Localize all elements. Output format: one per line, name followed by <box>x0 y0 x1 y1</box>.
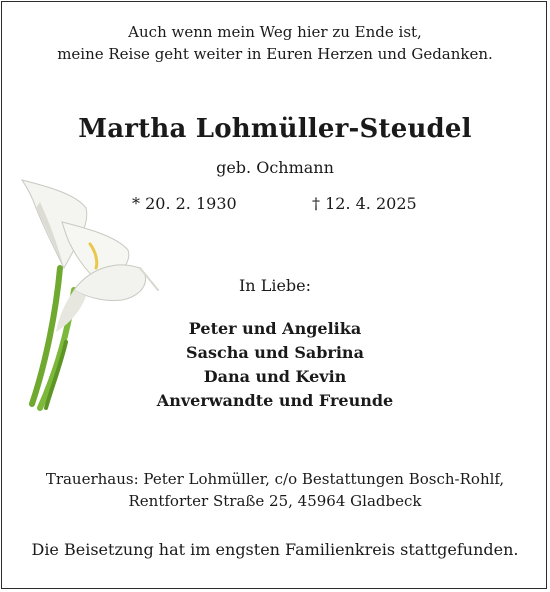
address-line-1: Trauerhaus: Peter Lohmüller, c/o Bestattungen Bosch-Rohlf, <box>45 470 505 488</box>
birth-name: geb. Ochmann <box>216 158 334 177</box>
death-date: † 12. 4. 2025 <box>312 194 417 213</box>
in-love-label: In Liebe: <box>238 276 312 295</box>
mourners-list <box>0 317 550 413</box>
birth-date: * 20. 2. 1930 <box>132 194 237 213</box>
motto <box>0 21 550 65</box>
burial-note: Die Beisetzung hat im engsten Familienkreis stattgefunden. <box>31 540 519 559</box>
mourner-line: Sascha und Sabrina <box>186 343 364 362</box>
mourner-line: Dana und Kevin <box>203 367 347 386</box>
mourning-house-address <box>0 468 550 512</box>
address-line-2: Rentforter Straße 25, 45964 Gladbeck <box>128 492 422 510</box>
mourner-line: Anverwandte und Freunde <box>156 391 394 410</box>
deceased-name: Martha Lohmüller-Steudel <box>78 114 472 144</box>
motto-line-2: meine Reise geht weiter in Euren Herzen und Gedanken. <box>57 45 493 63</box>
motto-line-1: Auch wenn mein Weg hier zu Ende ist, <box>128 23 422 41</box>
mourner-line: Peter und Angelika <box>188 319 362 338</box>
